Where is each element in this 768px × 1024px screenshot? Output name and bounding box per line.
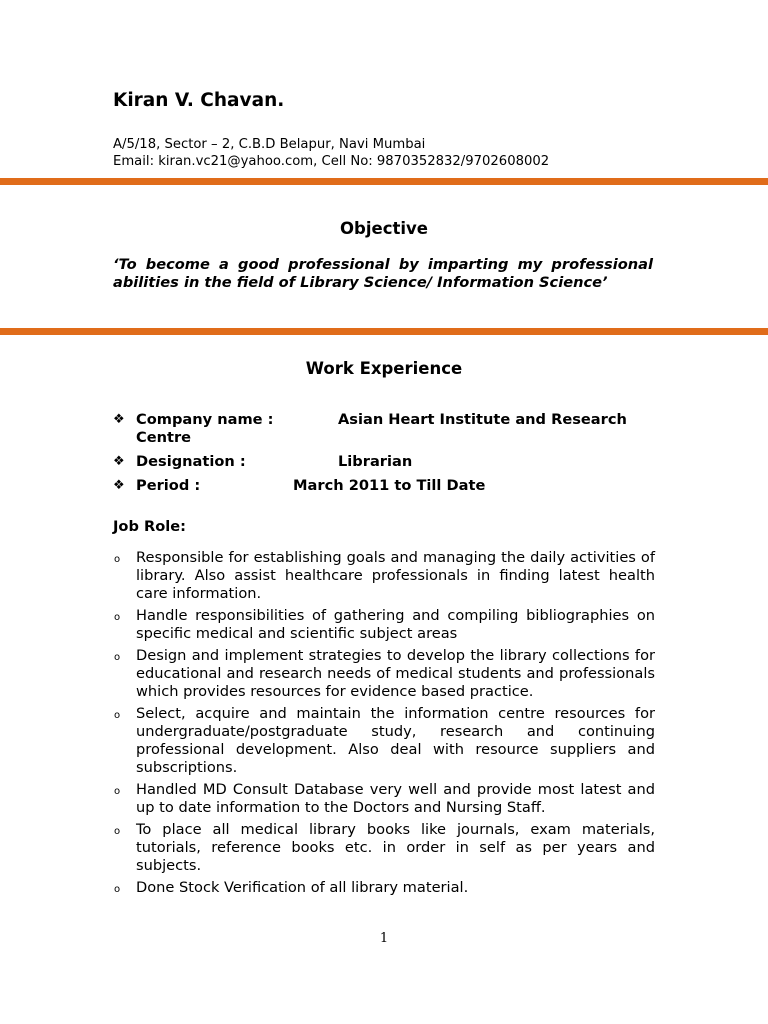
- list-item: [113, 781, 655, 817]
- circle-bullet-icon: o: [114, 826, 121, 837]
- candidate-name: Kiran V. Chavan.: [113, 90, 285, 111]
- circle-bullet-icon: o: [114, 710, 121, 721]
- orange-divider-top: [0, 178, 768, 185]
- designation-value: Librarian: [338, 453, 413, 470]
- company-label: Company name :: [136, 411, 274, 428]
- role-text: Handled MD Consult Database very well and provide most latest and up to date information to the Doctors and Nursing Staff.: [136, 781, 655, 816]
- circle-bullet-icon: o: [114, 884, 121, 895]
- circle-bullet-icon: o: [114, 554, 121, 565]
- list-item: [113, 879, 655, 897]
- list-item: [113, 705, 655, 777]
- company-value-continued: Centre: [136, 429, 192, 446]
- diamond-bullet-icon: ❖: [113, 454, 125, 469]
- objective-text: ‘To become a good professional by imparting my professional abilities in the field of Library Science/ Information Science’: [113, 256, 653, 291]
- list-item: [113, 647, 655, 701]
- company-value: Asian Heart Institute and Research: [338, 411, 627, 428]
- role-text: Select, acquire and maintain the information centre resources for undergraduate/postgraduate study, research and continuing professional development. Also deal with resource suppliers and subscriptions.: [136, 705, 655, 776]
- job-role-list: [113, 549, 655, 901]
- period-value: March 2011 to Till Date: [293, 477, 486, 494]
- role-text: Design and implement strategies to develop the library collections for educational and research needs of medical students and professionals which provides resources for evidence based practice.: [136, 647, 655, 700]
- circle-bullet-icon: o: [114, 652, 121, 663]
- role-text: Responsible for establishing goals and managing the daily activities of library. Also assist healthcare professionals in finding latest health care information.: [136, 549, 655, 602]
- work-experience-heading: Work Experience: [305, 359, 463, 378]
- list-item: [113, 821, 655, 875]
- contact-block: [113, 136, 549, 170]
- page-number: 1: [379, 931, 389, 946]
- role-text: To place all medical library books like journals, exam materials, tutorials, reference books etc. in order in self as per years and subjects.: [136, 821, 655, 874]
- orange-divider-bottom: [0, 328, 768, 335]
- circle-bullet-icon: o: [114, 786, 121, 797]
- role-text: Done Stock Verification of all library material.: [136, 879, 469, 896]
- circle-bullet-icon: o: [114, 612, 121, 623]
- job-role-heading: Job Role:: [113, 518, 186, 535]
- designation-label: Designation :: [136, 453, 246, 470]
- role-text: Handle responsibilities of gathering and compiling bibliographies on specific medical and scientific subject areas: [136, 607, 655, 642]
- objective-heading: Objective: [340, 219, 428, 238]
- diamond-bullet-icon: ❖: [113, 478, 125, 493]
- list-item: [113, 549, 655, 603]
- address-line: A/5/18, Sector – 2, C.B.D Belapur, Navi Mumbai: [113, 137, 426, 152]
- period-label: Period :: [136, 477, 201, 494]
- contact-line: Email: kiran.vc21@yahoo.com, Cell No: 9870352832/9702608002: [113, 154, 550, 169]
- list-item: [113, 607, 655, 643]
- diamond-bullet-icon: ❖: [113, 412, 125, 427]
